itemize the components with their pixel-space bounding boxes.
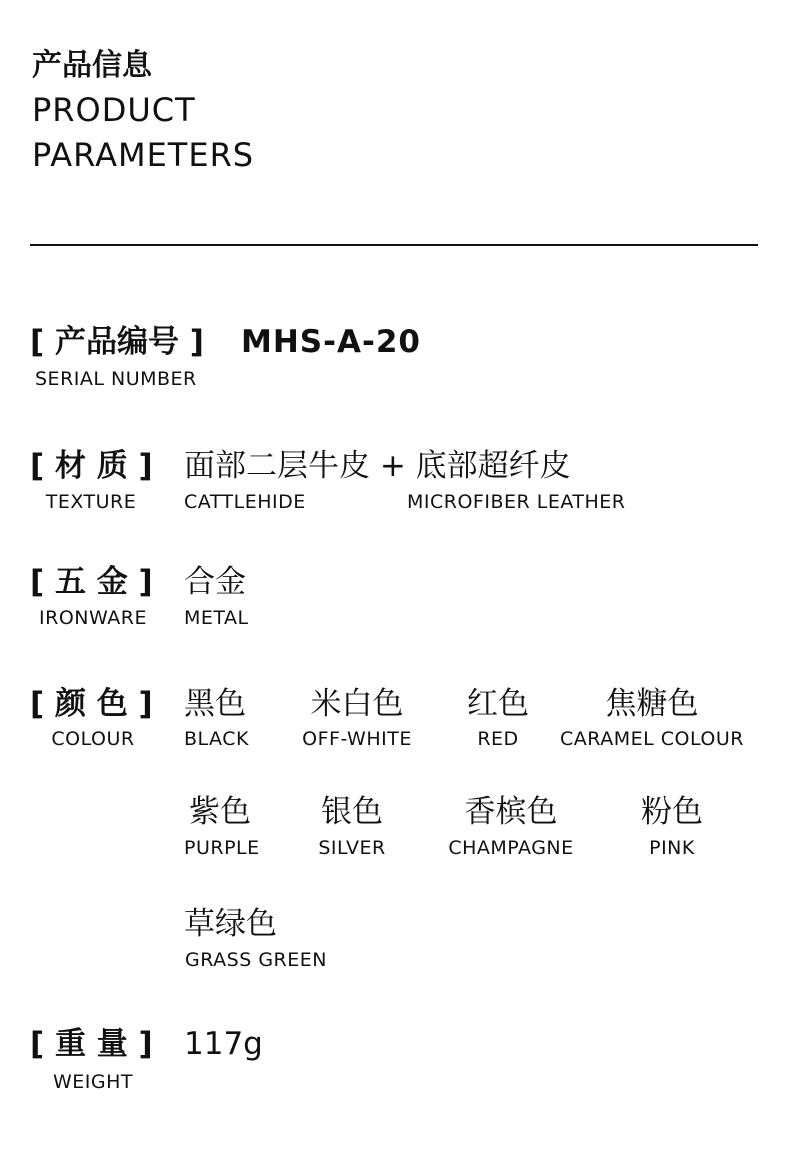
colour-item-champagne-en: CHAMPAGNE: [448, 837, 574, 859]
header-divider: [30, 244, 758, 246]
colour-item-pink-cn: 粉色: [641, 794, 703, 830]
colour-item-silver-cn: 银色: [321, 794, 383, 830]
ironware-label-en: IRONWARE: [39, 607, 147, 629]
texture-label-en: TEXTURE: [45, 491, 137, 513]
serial-value: MHS-A-20: [241, 324, 421, 360]
colour-label-en: COLOUR: [51, 728, 135, 750]
colour-item-grassgreen-en: GRASS GREEN: [185, 949, 327, 971]
ironware-value-cn: 合金: [184, 564, 246, 600]
colour-item-purple-en: PURPLE: [184, 837, 260, 859]
colour-item-purple-cn: 紫色: [189, 794, 251, 830]
serial-label-cn: [ 产品编号 ]: [30, 324, 204, 360]
colour-item-black-cn: 黑色: [184, 686, 246, 722]
colour-item-offwhite-cn: 米白色: [310, 686, 404, 722]
texture-label-cn: [ 材 质 ]: [30, 448, 153, 484]
colour-item-silver-en: SILVER: [318, 837, 386, 859]
colour-item-black-en: BLACK: [184, 728, 249, 750]
colour-item-grassgreen-cn: 草绿色: [184, 906, 277, 942]
page-title-en-line1: PRODUCT: [32, 91, 196, 129]
weight-value: 117g: [184, 1026, 263, 1062]
colour-item-caramel-cn: 焦糖色: [605, 686, 699, 722]
page-title-cn: 产品信息: [32, 48, 152, 83]
texture-value-cn: 面部二层牛皮 + 底部超纤皮: [184, 448, 571, 484]
weight-label-cn: [ 重 量 ]: [30, 1026, 153, 1062]
colour-item-red-en: RED: [477, 728, 519, 750]
colour-item-red-cn: 红色: [467, 686, 529, 722]
ironware-label-cn: [ 五 金 ]: [30, 564, 153, 600]
colour-item-caramel-en: CARAMEL COLOUR: [560, 728, 744, 750]
colour-item-champagne-cn: 香槟色: [464, 794, 558, 830]
texture-value-en-microfiber: MICROFIBER LEATHER: [407, 491, 626, 513]
colour-item-offwhite-en: OFF-WHITE: [302, 728, 412, 750]
texture-value-en-cattlehide: CATTLEHIDE: [184, 491, 306, 513]
colour-item-pink-en: PINK: [649, 837, 695, 859]
weight-label-en: WEIGHT: [52, 1071, 133, 1093]
serial-label-en: SERIAL NUMBER: [35, 368, 197, 390]
colour-label-cn: [ 颜 色 ]: [30, 686, 153, 722]
ironware-value-en: METAL: [184, 607, 249, 629]
page-title-en-line2: PARAMETERS: [32, 136, 255, 174]
